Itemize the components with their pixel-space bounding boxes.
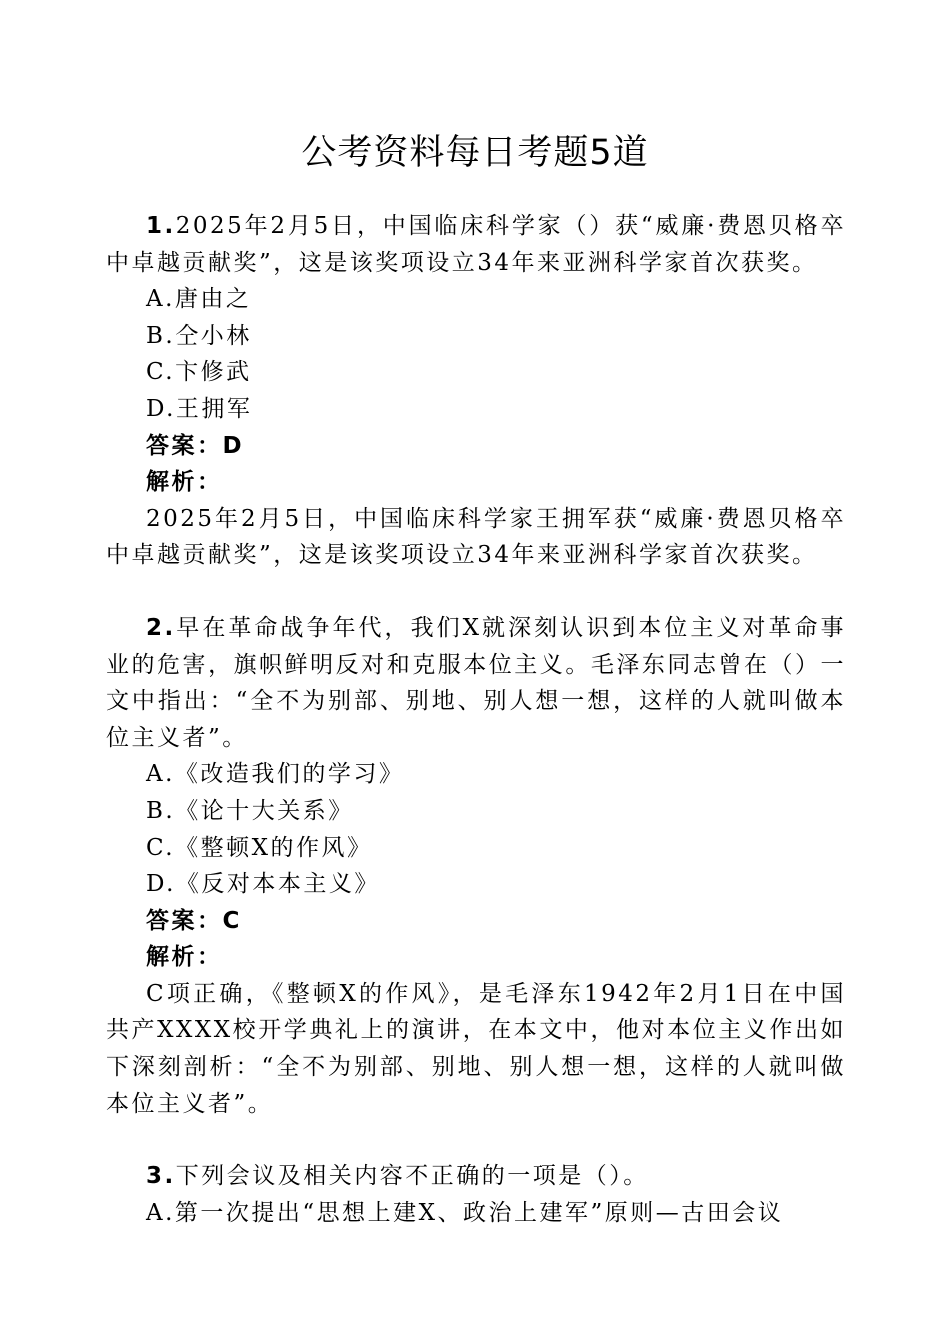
question-number: 1. — [146, 213, 176, 239]
analysis-text: 2025年2月5日，中国临床科学家王拥军获“威廉·费恩贝格卒中卓越贡献奖”，这是该奖项设立34年来亚洲科学家首次获奖。 — [106, 505, 846, 569]
option-b: B.仝小林 — [146, 322, 252, 349]
question-2 — [106, 610, 846, 1122]
option-c: C.《整顿X的作风》 — [146, 834, 373, 861]
question-spacer — [106, 574, 846, 610]
question-text: 下列会议及相关内容不正确的一项是（）。 — [175, 1163, 649, 1190]
option-a: A.第一次提出“思想上建X、政治上建军”原则—古田会议 — [146, 1199, 784, 1226]
option-a: A.唐由之 — [146, 286, 252, 313]
analysis-label: 解析： — [146, 469, 223, 496]
question-1 — [106, 208, 846, 574]
question-text: 2025年2月5日，中国临床科学家（）获“威廉·费恩贝格卒中卓越贡献奖”，这是该奖项设立34年来亚洲科学家首次获奖。 — [106, 213, 846, 276]
question-text: 早在革命战争年代，我们X就深刻认识到本位主义对革命事业的危害，旗帜鲜明反对和克服本位主义。毛泽东同志曾在（）一文中指出：“全不为别部、别地、别人想一想，这样的人就叫做本位主义者”。 — [106, 614, 846, 751]
question-stem — [106, 1158, 846, 1195]
question-spacer — [106, 1122, 846, 1158]
question-list — [106, 208, 846, 1231]
option-d: D.《反对本本主义》 — [146, 871, 380, 898]
question-stem — [106, 610, 846, 756]
answer-value: C — [222, 907, 242, 934]
answer-label: 答案： — [146, 432, 223, 459]
question-number: 2. — [146, 614, 176, 641]
option-d: D.王拥军 — [146, 395, 253, 422]
page-title: 公考资料每日考题5道 — [301, 133, 649, 173]
answer-label: 答案： — [146, 907, 223, 934]
analysis-text: C项正确，《整顿X的作风》，是毛泽东1942年2月1日在中国共产XXXX校开学典礼上的演讲，在本文中，他对本位主义作出如下深刻剖析：“全不为别部、别地、别人想一想，这样的人就叫做本位主义者”。 — [106, 980, 846, 1117]
option-b: B.《论十大关系》 — [146, 797, 354, 824]
question-stem — [106, 208, 846, 281]
answer-value: D — [222, 432, 245, 459]
question-3 — [106, 1158, 846, 1231]
answer-line — [106, 903, 846, 940]
option-a: A.《改造我们的学习》 — [146, 761, 405, 788]
option-c: C.卞修武 — [146, 359, 252, 386]
analysis-label: 解析： — [146, 944, 223, 971]
question-number: 3. — [146, 1163, 176, 1190]
answer-line — [106, 428, 846, 465]
